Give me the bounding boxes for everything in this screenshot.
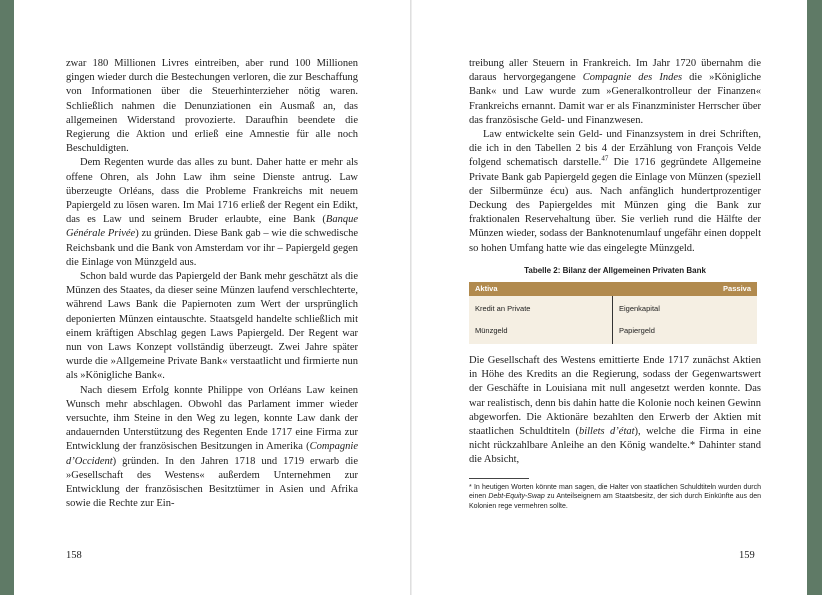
text-run: Die Gesellschaft des Westens emittierte Ende 1717 zunächst Aktien in Höhe des Kredits an die Regierung, sodass der Gegenwartswert der Geschäfte in Louisiana mit null angesetzt werden konnte. Das war realistisch, denn bis dahin hatte die Kolonie noch keinen Gewinn abgeworfen. Die Aktionäre bezahlten den Erwerb der Aktien mit staatlichen Schuldtiteln ( [469, 355, 761, 438]
footnote-rule [469, 478, 529, 479]
right-bottom-paragraphs [469, 354, 761, 468]
aktiva-header: Aktiva [475, 283, 498, 293]
text-run: Debt-Equity-Swap [488, 493, 545, 501]
left-page [14, 0, 411, 595]
text-run: Dem Regenten wurde das alles zu bunt. Daher hatte er mehr als offene Ohren, als John Law ihm seine Dienste antrug. Law überzeugte Orléans, dass die Probleme Frankreichs mit neuem Papiergeld zu lösen waren. Im Mai 1716 erließ der Regent ein Edikt, das es Law und seinem Bruder erlaubte, eine Bank ( [66, 157, 358, 226]
passiva-header: Passiva [723, 283, 751, 293]
paragraph [66, 57, 358, 156]
text-run: zwar 180 Millionen Livres eintreiben, aber rund 100 Millionen gingen wieder durch die Bestechungen verloren, die zur Beschaffung von Informationen über die Steuerhinterzieher nötig waren. Schließlich nahmen die Denunziationen ein Ausmaß an, das allgemeinen Widerstand provozierte. Daraufhin beendete die Regierung die Aktion und erließ eine Amnestie für alle noch Beschuldigten. [66, 58, 358, 155]
text-run: * In heutigen Worten könnte man sagen, die Halter von staatlichen Schuldtiteln wurden durch einen [469, 483, 761, 501]
table-caption: Tabelle 2: Bilanz der Allgemeinen Privaten Bank [524, 265, 706, 275]
footnote [469, 483, 761, 512]
paragraph [66, 384, 358, 512]
text-run: 47 [601, 154, 609, 163]
balance-table-header [469, 282, 757, 296]
text-run: ) zu gründen. Diese Bank gab – wie die schwedische Reichsbank und die Bank von Amsterdam vor ihr – Papiergeld gegen die Einlage von Münzgeld aus. [66, 228, 358, 268]
paragraph [469, 128, 761, 256]
text-run: billets d’état [578, 426, 635, 438]
text-run: Die 1716 gegründete Allgemeine Private Bank gab Papiergeld gegen die Einlage von Münzen (speziell der Silbermünze écu) aus. Nach anfänglich hundertprozentiger Deckung des Papiergeldes mit Münzen ging die Bank zur fraktionalen Reservehaltung über. Sie verlieh rund die Hälfte der Münzen wieder, sodass der Banknotenumlauf ungefähr einen doppelt so hohen Umfang hatte wie das eingelegte Münzgeld. [469, 157, 761, 254]
text-run: Banque Générale Privée [66, 214, 358, 240]
book-spine [410, 0, 412, 595]
text-run: Compagnie des Indes [582, 72, 683, 84]
text-run: ), welche die Firma in eine nicht rückzahlbare Anleihe an den König wandelte.* Dahinter stand die Absicht, [469, 426, 762, 466]
passiva-row: Papiergeld [619, 325, 655, 335]
text-run: Compagnie d’Occident [66, 441, 358, 467]
right-top-paragraphs [469, 57, 761, 256]
text-run: Schon bald wurde das Papiergeld der Bank mehr geschätzt als die Münzen des Staates, da dieser seine Münzen laufend verschlechterte, während Laws Bank die Papiernoten zum Wert der ursprünglich deponierten Münzen eintauschte. Staatsgeld handelte schließlich mit einem kräftigen Abschlag gegen Laws Papiergeld. Der Regent war nun von Laws Konzept vollständig überzeugt. Zwei Jahre später wurde die »Allgemeine Private Bank« verstaatlicht und firmierte nun als »Königliche Bank«. [66, 271, 358, 382]
text-run: die »Königliche Bank« und Law wurde zum »Generalkontrolleur der Finanzen« Frankreichs ernannt. Damit war er als Finanzminister Herrscher über das französische Geld- und Finanzwesen. [469, 72, 762, 126]
paragraph [469, 57, 761, 128]
aktiva-column [469, 296, 613, 344]
text-run: Nach diesem Erfolg konnte Philippe von Orléans Law keinen Wunsch mehr abschlagen. Obwohl das Parlament immer wieder versuchte, ihm Steine in den Weg zu legen, konnte Law dank der andauernden Unterstützung des Regenten Ende 1717 eine Firma zur Entwicklung der französischen Besitzungen in Amerika ( [66, 384, 358, 453]
paragraph [66, 156, 358, 270]
passiva-row: Eigenkapital [619, 303, 660, 313]
paragraph [469, 354, 761, 468]
paragraph [66, 270, 358, 384]
left-body-text [66, 57, 358, 512]
right-page [411, 0, 807, 595]
text-run: treibung aller Steuern in Frankreich. Im Jahr 1720 übernahm die daraus hervorgegangene [469, 58, 761, 84]
right-body-text [469, 57, 761, 511]
balance-table [469, 282, 757, 344]
text-run: ) gründen. In den Jahren 1718 und 1719 erwarb die »Gesellschaft des Westens« außerdem Unternehmen zur Entwicklung der französischen Besitztümer in Asien und Afrika sowie die Rechte zur Ein- [66, 455, 358, 510]
aktiva-row: Münzgeld [475, 325, 508, 335]
passiva-column [613, 296, 757, 344]
aktiva-row: Kredit an Private [475, 303, 531, 313]
text-run: zu Anteilseignern am Staatsbesitz, der sich durch Einkünfte aus den Kolonien rege vermehren sollte. [469, 493, 761, 510]
text-run: Law entwickelte sein Geld- und Finanzsystem in drei Schriften, die ich in den Tabellen 2 bis 4 der Erzählung von François Velde folgend schematisch darstelle. [469, 129, 761, 169]
page-number-right: 159 [739, 550, 755, 561]
page-number-left: 158 [66, 550, 82, 561]
balance-table-body [469, 296, 757, 344]
